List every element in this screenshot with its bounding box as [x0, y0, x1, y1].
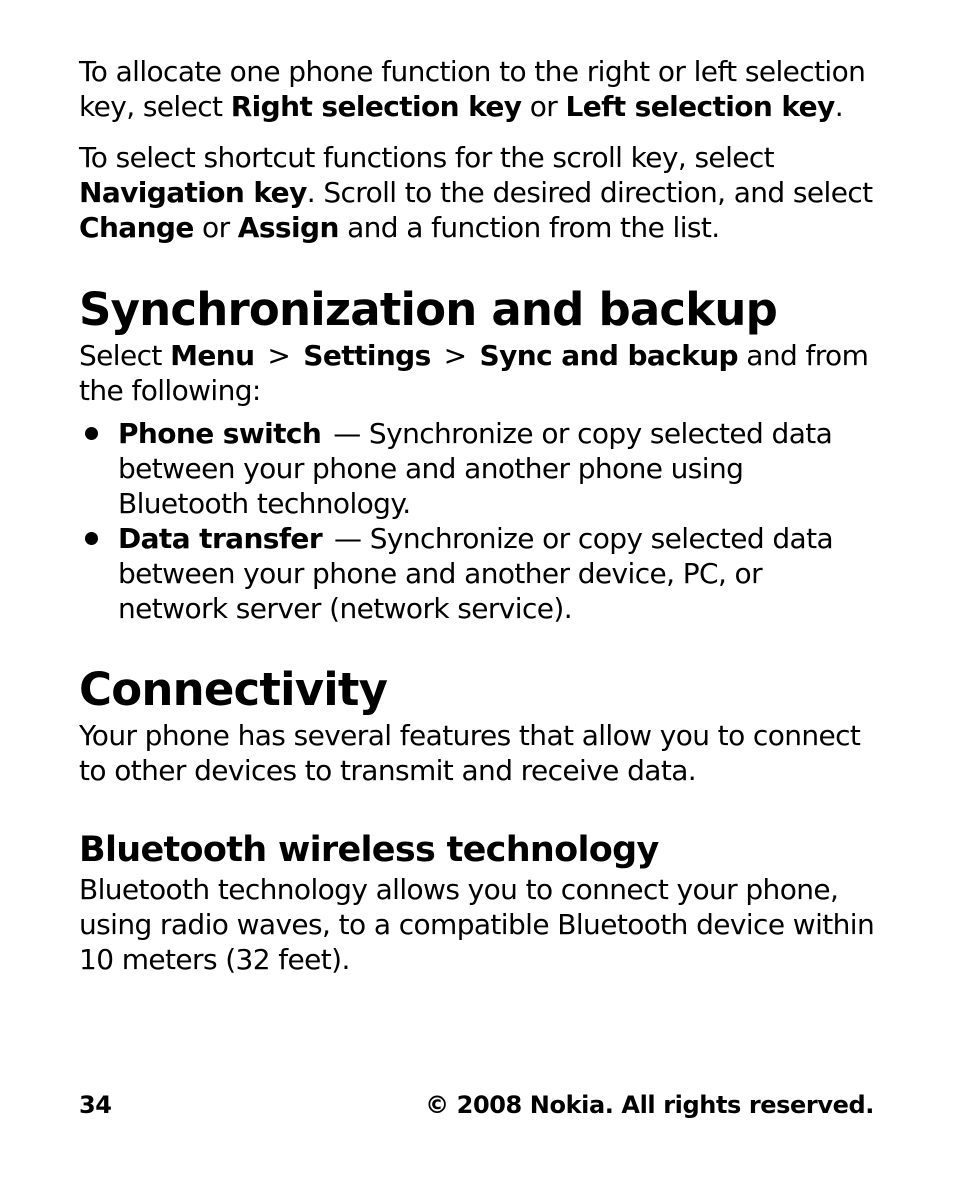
- term-phone-switch: Phone switch: [118, 417, 322, 450]
- sync-menu-path: [79, 338, 879, 408]
- list-item: [79, 521, 879, 626]
- item-description: — Synchronize or copy selected data between your phone and another device, PC, or network server (network service).: [118, 522, 834, 625]
- copyright-notice: © 2008 Nokia. All rights reserved.: [425, 1091, 874, 1119]
- text-run: Select: [79, 339, 171, 372]
- text-run: To select shortcut functions for the scroll key, select: [79, 141, 775, 174]
- path-separator: >: [267, 339, 291, 372]
- item-description: — Synchronize or copy selected data between your phone and another phone using Bluetooth technology.: [118, 417, 833, 520]
- text-run: and from the following:: [79, 339, 869, 407]
- text-run: To allocate one phone function to the right or left selection key, select: [79, 55, 866, 123]
- heading-sync-and-backup: Synchronization and backup: [79, 283, 778, 336]
- text-run: or: [521, 90, 566, 123]
- term-sync-and-backup: Sync and backup: [479, 339, 738, 372]
- path-separator: >: [443, 339, 467, 372]
- text-run: . Scroll to the desired direction, and select: [306, 176, 873, 209]
- term-navigation-key: Navigation key: [79, 176, 307, 209]
- term-right-selection-key: Right selection key: [230, 90, 522, 123]
- term-data-transfer: Data transfer: [118, 522, 323, 555]
- term-menu: Menu: [170, 339, 255, 372]
- term-assign: Assign: [237, 211, 339, 244]
- term-settings: Settings: [303, 339, 431, 372]
- text-run: .: [834, 90, 844, 123]
- bullet-dot-icon: [85, 532, 98, 545]
- text-run: or: [193, 211, 238, 244]
- list-item: [79, 416, 879, 521]
- text-run: and a function from the list.: [338, 211, 720, 244]
- manual-page: [79, 54, 879, 977]
- heading-connectivity: Connectivity: [79, 663, 388, 716]
- term-left-selection-key: Left selection key: [565, 90, 835, 123]
- intro-paragraph-scroll-key: [79, 140, 879, 245]
- sync-options-list: [79, 416, 879, 626]
- heading-bluetooth: Bluetooth wireless technology: [79, 830, 659, 870]
- connectivity-paragraph: Your phone has several features that allow you to connect to other devices to transmit and receive data.: [79, 719, 861, 787]
- bullet-dot-icon: [85, 427, 98, 440]
- term-change: Change: [79, 211, 194, 244]
- intro-paragraph-selection-keys: [79, 54, 879, 124]
- bluetooth-paragraph: Bluetooth technology allows you to connect your phone, using radio waves, to a compatible Bluetooth device within 10 meters (32 feet).: [79, 873, 875, 976]
- page-number: 34: [79, 1091, 112, 1119]
